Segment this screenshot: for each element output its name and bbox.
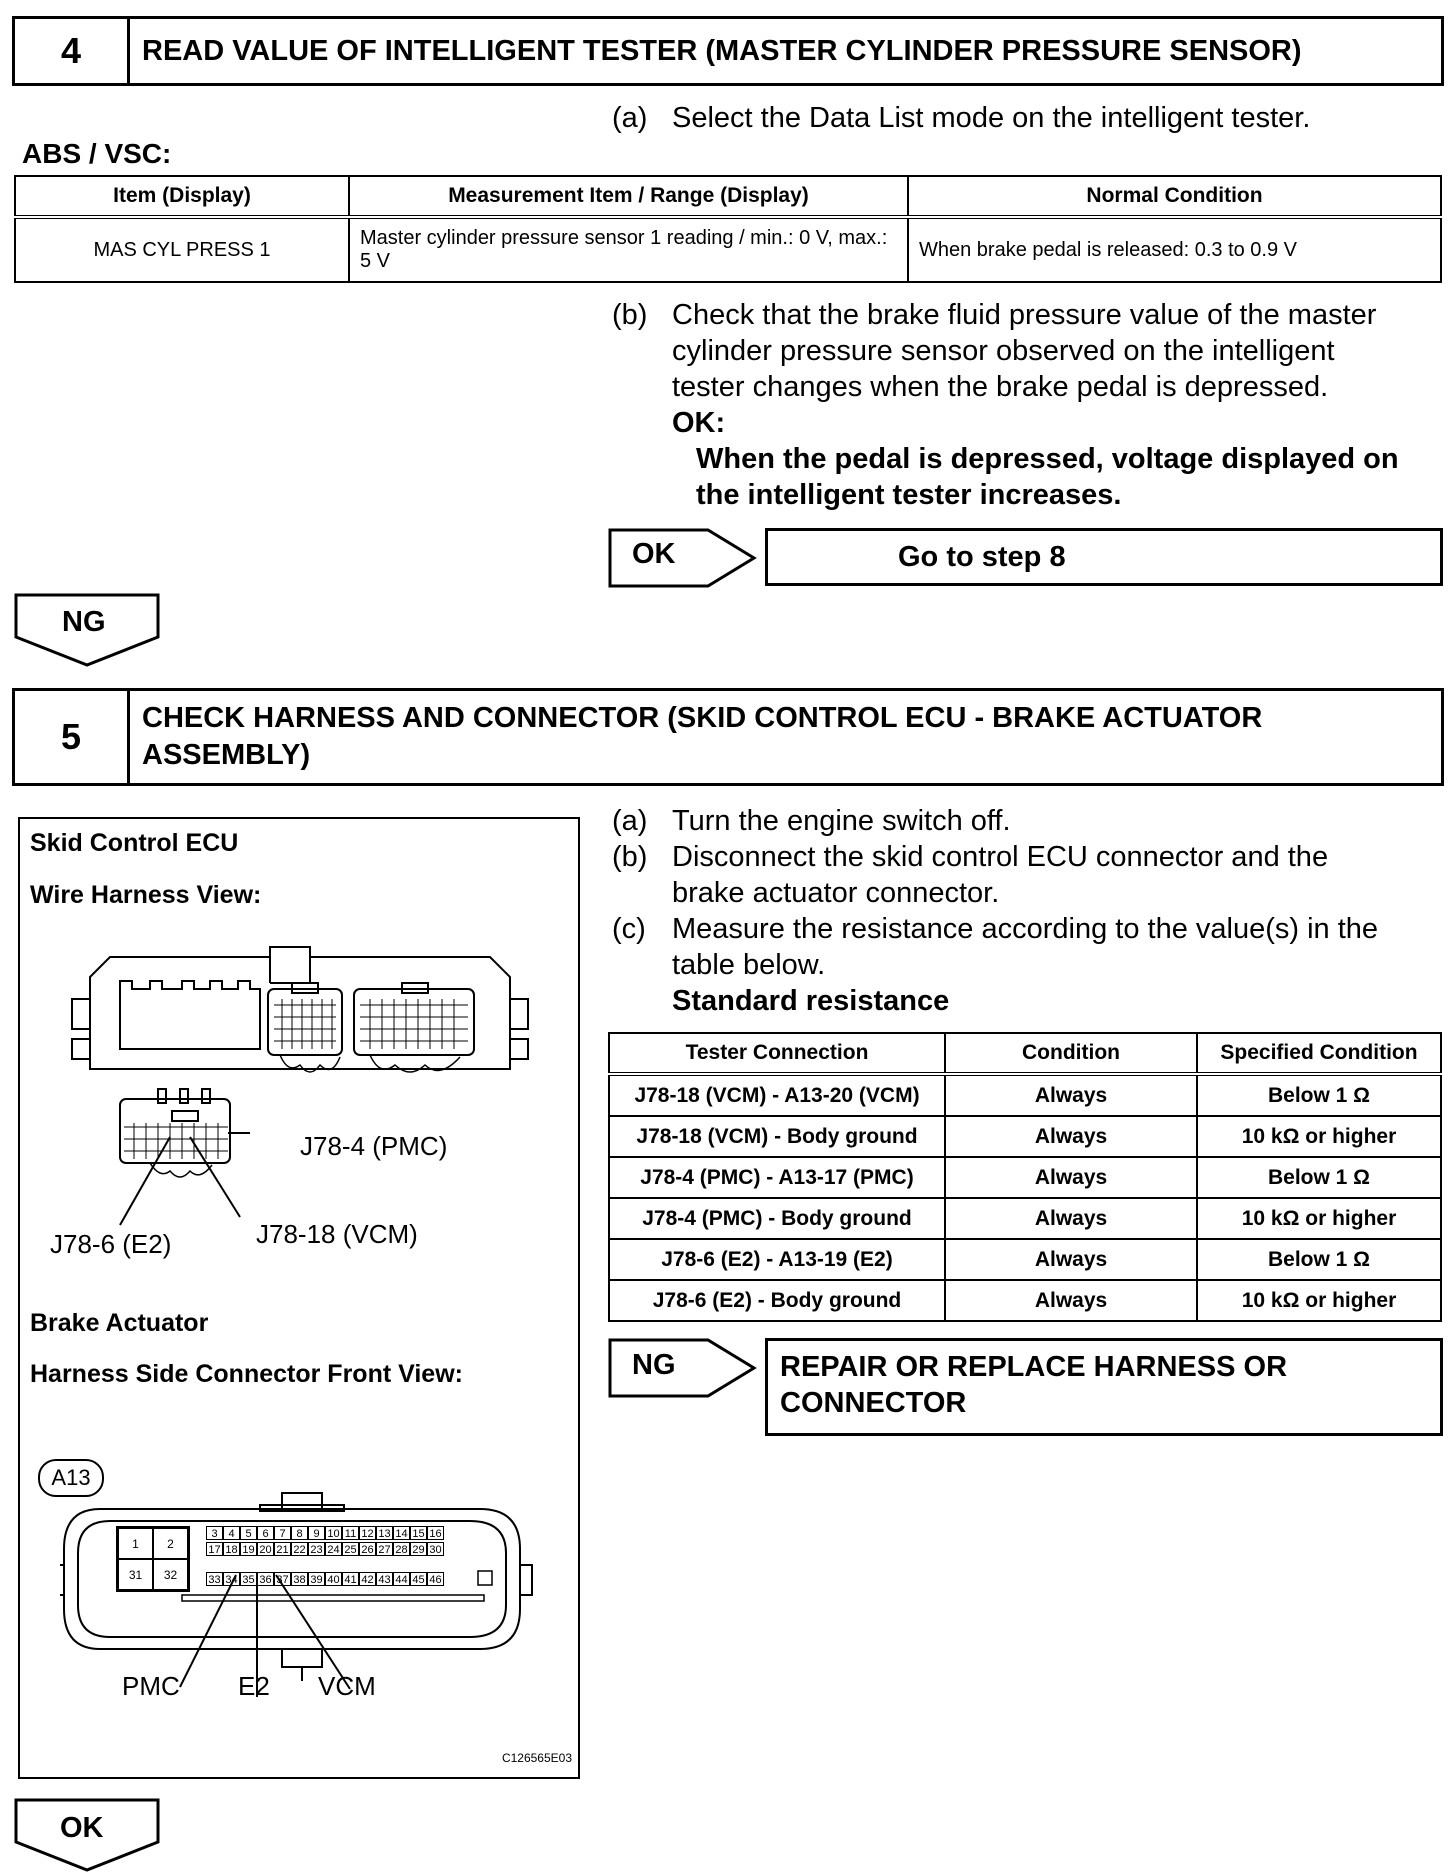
pin: 23: [308, 1542, 325, 1556]
table-cell: J78-18 (VCM) - Body ground: [609, 1116, 945, 1157]
table-cell: When brake pedal is released: 0.3 to 0.9 V: [908, 217, 1441, 282]
pin: 44: [393, 1572, 410, 1586]
resistance-table: [608, 1032, 1442, 1322]
table-cell: Below 1 Ω: [1197, 1157, 1441, 1198]
table-cell: Always: [945, 1116, 1197, 1157]
pin: 37: [274, 1572, 291, 1586]
ok-down-arrow-label: OK: [60, 1812, 104, 1844]
table-row: [15, 217, 1441, 282]
table-header: Measurement Item / Range (Display): [349, 176, 908, 217]
ng-arrow-icon: [608, 1338, 758, 1398]
pin: 36: [257, 1572, 274, 1586]
table-header: Item (Display): [15, 176, 349, 217]
pin: 34: [223, 1572, 240, 1586]
table-cell: Below 1 Ω: [1197, 1239, 1441, 1280]
pin: 3: [206, 1526, 223, 1540]
pin: 18: [223, 1542, 240, 1556]
table-header: Specified Condition: [1197, 1033, 1441, 1074]
a13-pmc-label: PMC: [122, 1671, 180, 1701]
table-cell: 10 kΩ or higher: [1197, 1198, 1441, 1239]
a13-e2-label: E2: [238, 1671, 270, 1701]
table-cell: J78-6 (E2) - Body ground: [609, 1280, 945, 1321]
table-cell: Always: [945, 1239, 1197, 1280]
pin: 29: [410, 1542, 427, 1556]
pin: 15: [410, 1526, 427, 1540]
step4-title: READ VALUE OF INTELLIGENT TESTER (MASTER CYLINDER PRESSURE SENSOR): [142, 34, 1302, 67]
table-cell: J78-6 (E2) - A13-19 (E2): [609, 1239, 945, 1280]
table-header: Tester Connection: [609, 1033, 945, 1074]
step4-sub-a-label: (a): [612, 102, 648, 134]
table-cell: Always: [945, 1198, 1197, 1239]
pin: 1: [118, 1528, 153, 1559]
pin: 22: [291, 1542, 308, 1556]
table-cell: 10 kΩ or higher: [1197, 1280, 1441, 1321]
ng-arrow-label: NG: [62, 606, 106, 638]
data-list-table: [14, 175, 1442, 283]
pin: 40: [325, 1572, 342, 1586]
ok-arrow-icon: [608, 528, 758, 588]
pin: 43: [376, 1572, 393, 1586]
pin: 24: [325, 1542, 342, 1556]
pin: 27: [376, 1542, 393, 1556]
pin: 12: [359, 1526, 376, 1540]
a13-big-pins: [116, 1526, 190, 1592]
step5-title: [130, 691, 1441, 783]
table-row: [609, 1116, 1441, 1157]
step4-sub-b-line3: tester changes when the brake pedal is depressed.: [672, 371, 1329, 403]
table-cell: J78-4 (PMC) - Body ground: [609, 1198, 945, 1239]
table-row: [609, 1157, 1441, 1198]
step4-number: 4: [15, 19, 130, 83]
pin: 32: [153, 1559, 188, 1590]
j78-e2-callout: J78-6 (E2): [50, 1229, 172, 1259]
pin: 9: [308, 1526, 325, 1540]
table-cell: J78-18 (VCM) - A13-20 (VCM): [609, 1074, 945, 1116]
table-header: Condition: [945, 1033, 1197, 1074]
step5-sub-c-line2: table below.: [672, 949, 826, 981]
pin: 21: [274, 1542, 291, 1556]
step5-number: 5: [15, 691, 130, 783]
pin: 42: [359, 1572, 376, 1586]
ok-text-line1: When the pedal is depressed, voltage displayed on: [696, 443, 1399, 475]
a13-pin-row-2: [206, 1542, 444, 1556]
pin: 16: [427, 1526, 444, 1540]
ok-text-line2: the intelligent tester increases.: [696, 479, 1122, 511]
table-cell: J78-4 (PMC) - A13-17 (PMC): [609, 1157, 945, 1198]
pin: 33: [206, 1572, 223, 1586]
step5-header: [12, 688, 1444, 786]
repair-line1: REPAIR OR REPLACE HARNESS OR: [780, 1351, 1288, 1383]
step4-header: [12, 16, 1444, 86]
table-cell: Master cylinder pressure sensor 1 reading / min.: 0 V, max.: 5 V: [349, 217, 908, 282]
pin: 8: [291, 1526, 308, 1540]
a13-pin-row-3: [206, 1572, 444, 1586]
pin: 4: [223, 1526, 240, 1540]
pin: 41: [342, 1572, 359, 1586]
pin: 11: [342, 1526, 359, 1540]
a13-connector-id: A13: [38, 1459, 104, 1497]
pin: 25: [342, 1542, 359, 1556]
pin: 38: [291, 1572, 308, 1586]
step5-sub-c-label: (c): [612, 913, 646, 945]
pin: 31: [118, 1559, 153, 1590]
pin: 5: [240, 1526, 257, 1540]
pin: 20: [257, 1542, 274, 1556]
repair-line2: CONNECTOR: [780, 1387, 967, 1419]
table-header: Normal Condition: [908, 176, 1441, 217]
actuator-view: Harness Side Connector Front View:: [30, 1360, 463, 1388]
go-to-step-8: Go to step 8: [765, 528, 1443, 586]
table-row: [609, 1198, 1441, 1239]
table-cell: 10 kΩ or higher: [1197, 1116, 1441, 1157]
actuator-title: Brake Actuator: [30, 1309, 209, 1337]
j78-connector-icon: [40, 1087, 260, 1237]
step5-sub-a-label: (a): [612, 805, 648, 837]
step5-title-line1: CHECK HARNESS AND CONNECTOR (SKID CONTROL ECU - BRAKE ACTUATOR: [142, 702, 1263, 734]
standard-resistance-label: Standard resistance: [672, 985, 950, 1017]
table-cell: Always: [945, 1074, 1197, 1116]
pin: 6: [257, 1526, 274, 1540]
pin: 46: [427, 1572, 444, 1586]
step4-sub-b-line1: Check that the brake fluid pressure value of the master: [672, 299, 1377, 331]
table-cell: Always: [945, 1280, 1197, 1321]
ecu-drawing-icon: [70, 939, 560, 1079]
system-label: ABS / VSC:: [22, 138, 172, 169]
pin: 28: [393, 1542, 410, 1556]
step4-sub-b-label: (b): [612, 299, 648, 331]
ok-label: OK:: [672, 407, 726, 439]
pin: 30: [427, 1542, 444, 1556]
pin: 39: [308, 1572, 325, 1586]
step5-sub-b-line1: Disconnect the skid control ECU connector and the: [672, 841, 1329, 873]
pin: 17: [206, 1542, 223, 1556]
table-cell: Always: [945, 1157, 1197, 1198]
a13-vcm-label: VCM: [318, 1671, 376, 1701]
a13-pin-row-1: [206, 1526, 444, 1540]
step5-title-line2: ASSEMBLY): [142, 739, 311, 771]
figure-code: C126565E03: [501, 1751, 572, 1765]
pin: 19: [240, 1542, 257, 1556]
repair-result-box: [765, 1338, 1443, 1436]
step4-sub-b-line2: cylinder pressure sensor observed on the intelligent: [672, 335, 1335, 367]
pin: 45: [410, 1572, 427, 1586]
a13-connector-icon: [60, 1469, 560, 1749]
step5-sub-a-text: Turn the engine switch off.: [672, 805, 1011, 837]
connector-diagram: [18, 817, 580, 1779]
pin: 13: [376, 1526, 393, 1540]
pin: 10: [325, 1526, 342, 1540]
table-row: [609, 1280, 1441, 1321]
pin: 26: [359, 1542, 376, 1556]
pin: 14: [393, 1526, 410, 1540]
ng-arrow-label: NG: [632, 1349, 676, 1381]
j78-vcm-callout: J78-18 (VCM): [256, 1219, 418, 1249]
step5-sub-c-line1: Measure the resistance according to the value(s) in the: [672, 913, 1379, 945]
step5-sub-b-line2: brake actuator connector.: [672, 877, 1000, 909]
table-row: [609, 1074, 1441, 1116]
table-row: [609, 1239, 1441, 1280]
table-cell: MAS CYL PRESS 1: [15, 217, 349, 282]
ok-arrow-label: OK: [632, 538, 676, 570]
ecu-view: Wire Harness View:: [30, 881, 262, 909]
pin: 35: [240, 1572, 257, 1586]
pin: 7: [274, 1526, 291, 1540]
table-cell: Below 1 Ω: [1197, 1074, 1441, 1116]
ecu-title: Skid Control ECU: [30, 829, 239, 857]
pin: 2: [153, 1528, 188, 1559]
step4-sub-a-text: Select the Data List mode on the intelligent tester.: [672, 102, 1311, 134]
step5-sub-b-label: (b): [612, 841, 648, 873]
j78-pmc-callout: J78-4 (PMC): [300, 1131, 448, 1161]
